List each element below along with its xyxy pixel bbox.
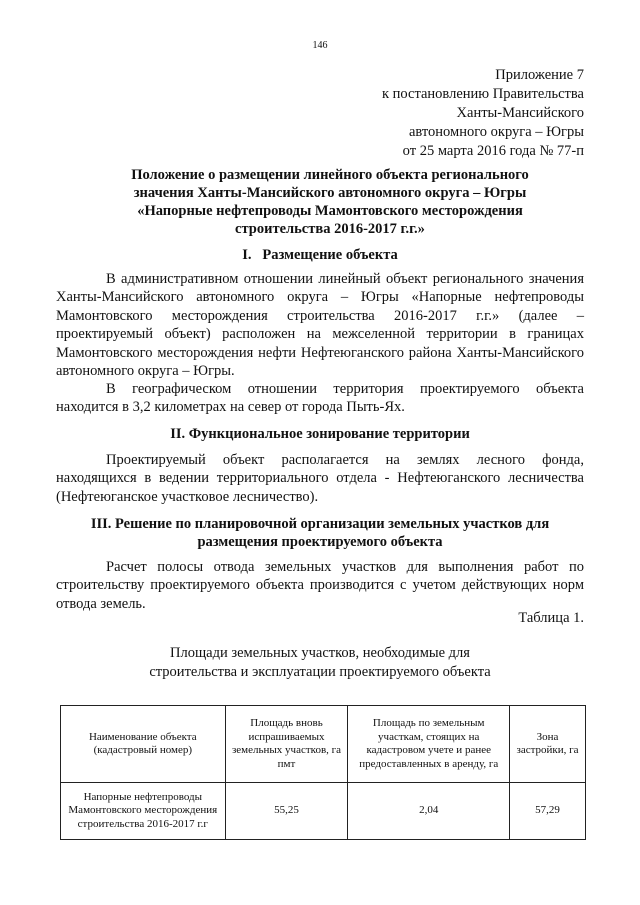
title-line: «Напорные нефтепроводы Мамонтовского месторождения — [137, 203, 523, 219]
section-3-heading-line: III. Решение по планировочной организации земельных участков для — [90, 516, 550, 532]
appendix-line: Ханты-Мансийского — [456, 105, 584, 121]
section-2-paragraph: Проектируемый объект располагается на землях лесного фонда, находящихся в ведении территориального отдела - Нефтеюганского лесничества (Нефтеюганское участковое лесничество). — [56, 452, 584, 505]
table-row — [61, 783, 586, 840]
section-3-heading-line: размещения проектируемого объекта — [197, 534, 443, 550]
appendix-line: автономного округа – Югры — [408, 124, 584, 140]
header-new-area: Площадь вновь испрашиваемых земельных участков, га пмт — [225, 706, 348, 783]
appendix-line: Приложение 7 — [495, 67, 584, 83]
title-line: Положение о размещении линейного объекта регионального — [131, 167, 529, 183]
land-area-table — [60, 705, 586, 840]
page-number: 146 — [312, 40, 328, 51]
table-caption-line: строительства и эксплуатации проектируемого объекта — [149, 663, 491, 680]
table-header-row — [61, 706, 586, 783]
section-3-heading — [56, 515, 584, 551]
cell-cadastral-area: 2,04 — [348, 783, 510, 840]
section-1-paragraph: В географическом отношении территория проектируемого объекта находится в 3,2 километрах на север от города Пыть-Ях. — [56, 381, 584, 416]
appendix-block — [382, 66, 584, 161]
appendix-line: от 25 марта 2016 года № 77-п — [402, 143, 584, 159]
header-object-name: Наименование объекта (кадастровый номер) — [61, 706, 226, 783]
title-line: значения Ханты-Мансийского автономного округа – Югры — [133, 185, 527, 201]
cell-object-name: Напорные нефтепроводы Мамонтовского месторождения строительства 2016-2017 г.г — [61, 783, 226, 840]
title-line: строительства 2016-2017 г.г.» — [235, 221, 425, 237]
section-1-paragraph: В административном отношении линейный объект регионального значения Ханты-Мансийского автономного округа – Югры «Напорные нефтепроводы Мамонтовского месторождения строительства 2016-2017 г.г.» (далее – проектируемый объект) расположен на межселенной территории в границах Мамонтовского месторождения нефти Нефтеюганского района Ханты-Мансийского автономного округа – Югры. — [56, 271, 584, 380]
header-cadastral-area: Площадь по земельным участкам, стоящих на кадастровом учете и ранее предоставленных в аренду, га — [348, 706, 510, 783]
cell-new-area: 55,25 — [225, 783, 348, 840]
document-title — [100, 166, 560, 238]
table-caption-line: Площади земельных участков, необходимые для — [170, 645, 470, 661]
section-2-heading: II. Функциональное зонирование территории — [170, 426, 470, 442]
table-number: Таблица 1. — [518, 610, 584, 626]
table-caption — [56, 644, 584, 681]
cell-build-zone: 57,29 — [510, 783, 586, 840]
section-1-heading: I. Размещение объекта — [242, 247, 398, 263]
header-build-zone: Зона застройки, га — [510, 706, 586, 783]
section-3-paragraph: Расчет полосы отвода земельных участков для выполнения работ по строительству проектируемого объекта производится с учетом действующих норм отвода земель. — [56, 559, 584, 612]
appendix-line: к постановлению Правительства — [382, 86, 584, 102]
